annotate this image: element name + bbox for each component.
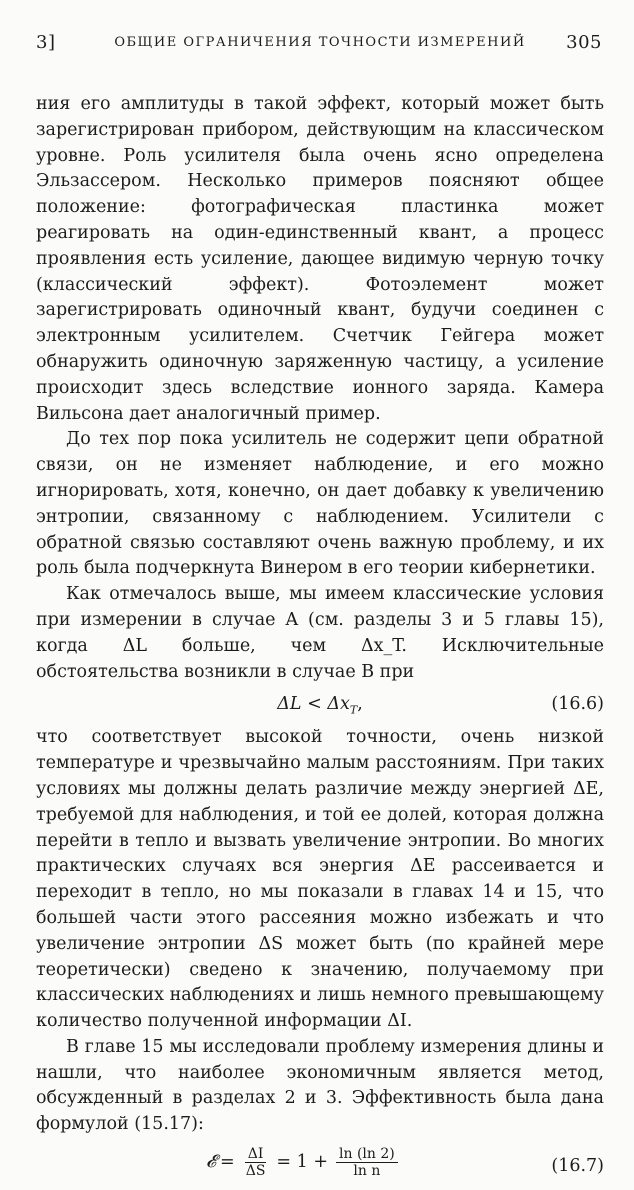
running-title: ОБЩИЕ ОГРАНИЧЕНИЯ ТОЧНОСТИ ИЗМЕРЕНИЙ [114,35,526,50]
fraction-ln-ln2-over-ln-n: $\frac{\ln (\ln 2)}{\text{ln n}}$ [336,1146,398,1179]
equation-number-16-6: (16.6) [551,694,604,715]
paragraph-5: В главе 15 мы исследовали проблему измерения длины и нашли, что наиболее экономичным является метод, обсужденный в разделах 2 и 3. Эффективность была дана формулой (15.17): [36,1036,604,1135]
equation-16-6 [36,691,604,717]
equation-16-6-expression: $\Delta L < \Delta x_T$, [277,694,363,717]
paragraph-1: ния его амплитуды в такой эффект, который может быть зарегистрирован прибором, действующим на классическом уровне. Роль усилителя была очень ясно определена Эльзассером. Несколько примеров поясняют общее положение: фотографическая пластинка может реагировать на один-единственный квант, а процесс проявления есть усиление, дающее видимую черную точку (классический эффект). Фотоэлемент может зарегистрировать одиночный квант, будучи соединен с электронным усилителем. Счетчик Гейгера может обнаружить одиночную заряженную частицу, а усиление происходит здесь вследствие ионного заряда. Камера Вильсона дает аналогичный пример. [36,94,604,424]
page-number: 305 [566,32,602,53]
equation-16-7 [36,1142,604,1190]
section-marker: 3] [36,32,56,53]
paragraph-4: что соответствует высокой точности, очень низкой температуре и чрезвычайно малым расстояниям. При таких условиях мы должны делать различие между энергией ΔE, требуемой для наблюдения, и той ее долей, которая должна перейти в тепло и вызвать увеличение энтропии. Во многих практических случаях вся энергия ΔE рассеивается и переходит в тепло, но мы показали в главах 14 и 15, что большей части этого рассеяния можно избежать и что увеличение энтропии ΔS может быть (по крайней мере теоретически) сведено к значению, получаемому при классических наблюдениях и лишь немного превышающему количество полученной информации ΔI. [36,727,604,1032]
page-body [36,92,604,1190]
paragraph-3: Как отмечалось выше, мы имеем классические условия при измерении в случае A (см. разделы 3 и 5 главы 15), когда ΔL больше, чем Δx_T. Исключительные обстоятельства возникли в случае B при [36,584,604,682]
fraction-delta-i-over-delta-s: $\frac{\Delta I}{\Delta S}$ [245,1146,266,1180]
paragraph-2: До тех пор пока усилитель не содержит цепи обратной связи, он не изменяет наблюдение, и его можно игнорировать, хотя, конечно, он дает добавку к увеличению энтропии, связанному с наблюдением. Усилители с обратной связью составляют очень важную проблему, и их роль была подчеркнута Винером в его теории кибернетики. [36,429,604,579]
equation-16-7-expression: 𝓔 = $\frac{\Delta I}{\Delta S}$ = 1 + $\frac{\ln (\ln 2)}{\text{ln n}}$ [206,1146,402,1179]
page-header [36,26,604,62]
equation-number-16-7: (16.7) [551,1156,604,1177]
